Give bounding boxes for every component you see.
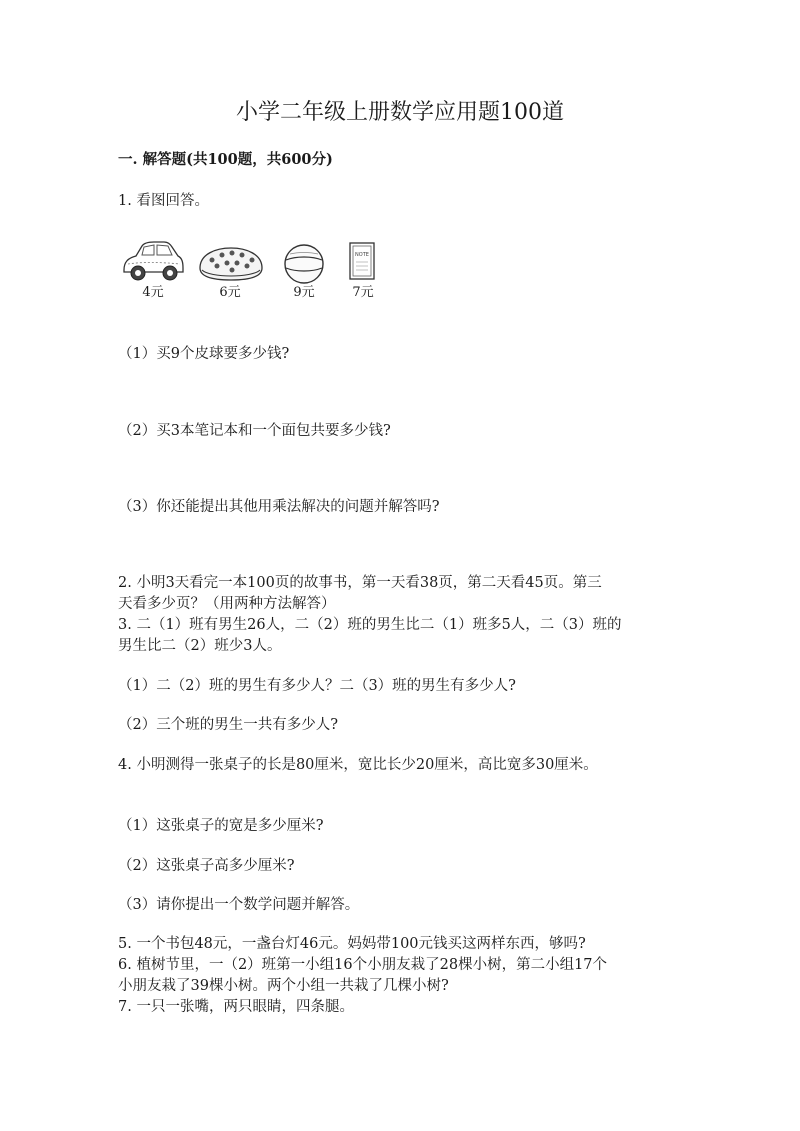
q3-line2: 男生比二（2）班少3人。 — [118, 638, 282, 654]
ball-image — [282, 242, 326, 286]
q3-sub1: （1）二（2）班的男生有多少人？二（3）班的男生有多少人? — [118, 678, 516, 694]
notebook-price: 7元 — [352, 285, 374, 300]
q6-line1: 6. 植树节里，一（2）班第一小组16个小朋友栽了28棵小树，第二小组17个 — [118, 957, 608, 973]
q6-line2: 小朋友栽了39棵小树。两个小组一共栽了几棵小树? — [118, 978, 449, 994]
page-title: 小学二年级上册数学应用题100道 — [236, 100, 564, 125]
q4-sub3: （3）请你提出一个数学问题并解答。 — [118, 897, 360, 913]
q3-line1: 3. 二（1）班有男生26人，二（2）班的男生比二（1）班多5人，二（3）班的 — [118, 617, 622, 633]
q2-line2: 天看多少页？（用两种方法解答） — [118, 596, 336, 612]
q7-stem: 7. 一只一张嘴，两只眼睛，四条腿。 — [118, 999, 354, 1015]
q4-sub2: （2）这张桌子高多少厘米? — [118, 858, 295, 874]
q3-sub2: （2）三个班的男生一共有多少人? — [118, 717, 338, 733]
q4-sub1: （1）这张桌子的宽是多少厘米? — [118, 818, 324, 834]
q2-line1: 2. 小明3天看完一本100页的故事书，第一天看38页，第二天看45页。第三 — [118, 575, 602, 591]
bread-image — [196, 244, 266, 284]
notebook-label: NOTE — [355, 252, 369, 258]
car-price: 4元 — [142, 285, 164, 300]
q1-sub3: （3）你还能提出其他用乘法解决的问题并解答吗? — [118, 499, 440, 515]
q4-stem: 4. 小明测得一张桌子的长是80厘米，宽比长少20厘米，高比宽多30厘米。 — [118, 757, 598, 773]
ball-price: 9元 — [293, 285, 315, 300]
q1-stem: 1. 看图回答。 — [118, 193, 209, 209]
bread-price: 6元 — [219, 285, 241, 300]
q1-sub1: （1）买9个皮球要多少钱? — [118, 346, 290, 362]
q5-stem: 5. 一个书包48元，一盏台灯46元。妈妈带100元钱买这两样东西，够吗? — [118, 936, 586, 952]
car-image — [120, 238, 186, 284]
q1-sub2: （2）买3本笔记本和一个面包共要多少钱? — [118, 423, 391, 439]
notebook-image — [347, 240, 377, 282]
section-heading: 一. 解答题(共100题，共600分) — [118, 151, 333, 168]
